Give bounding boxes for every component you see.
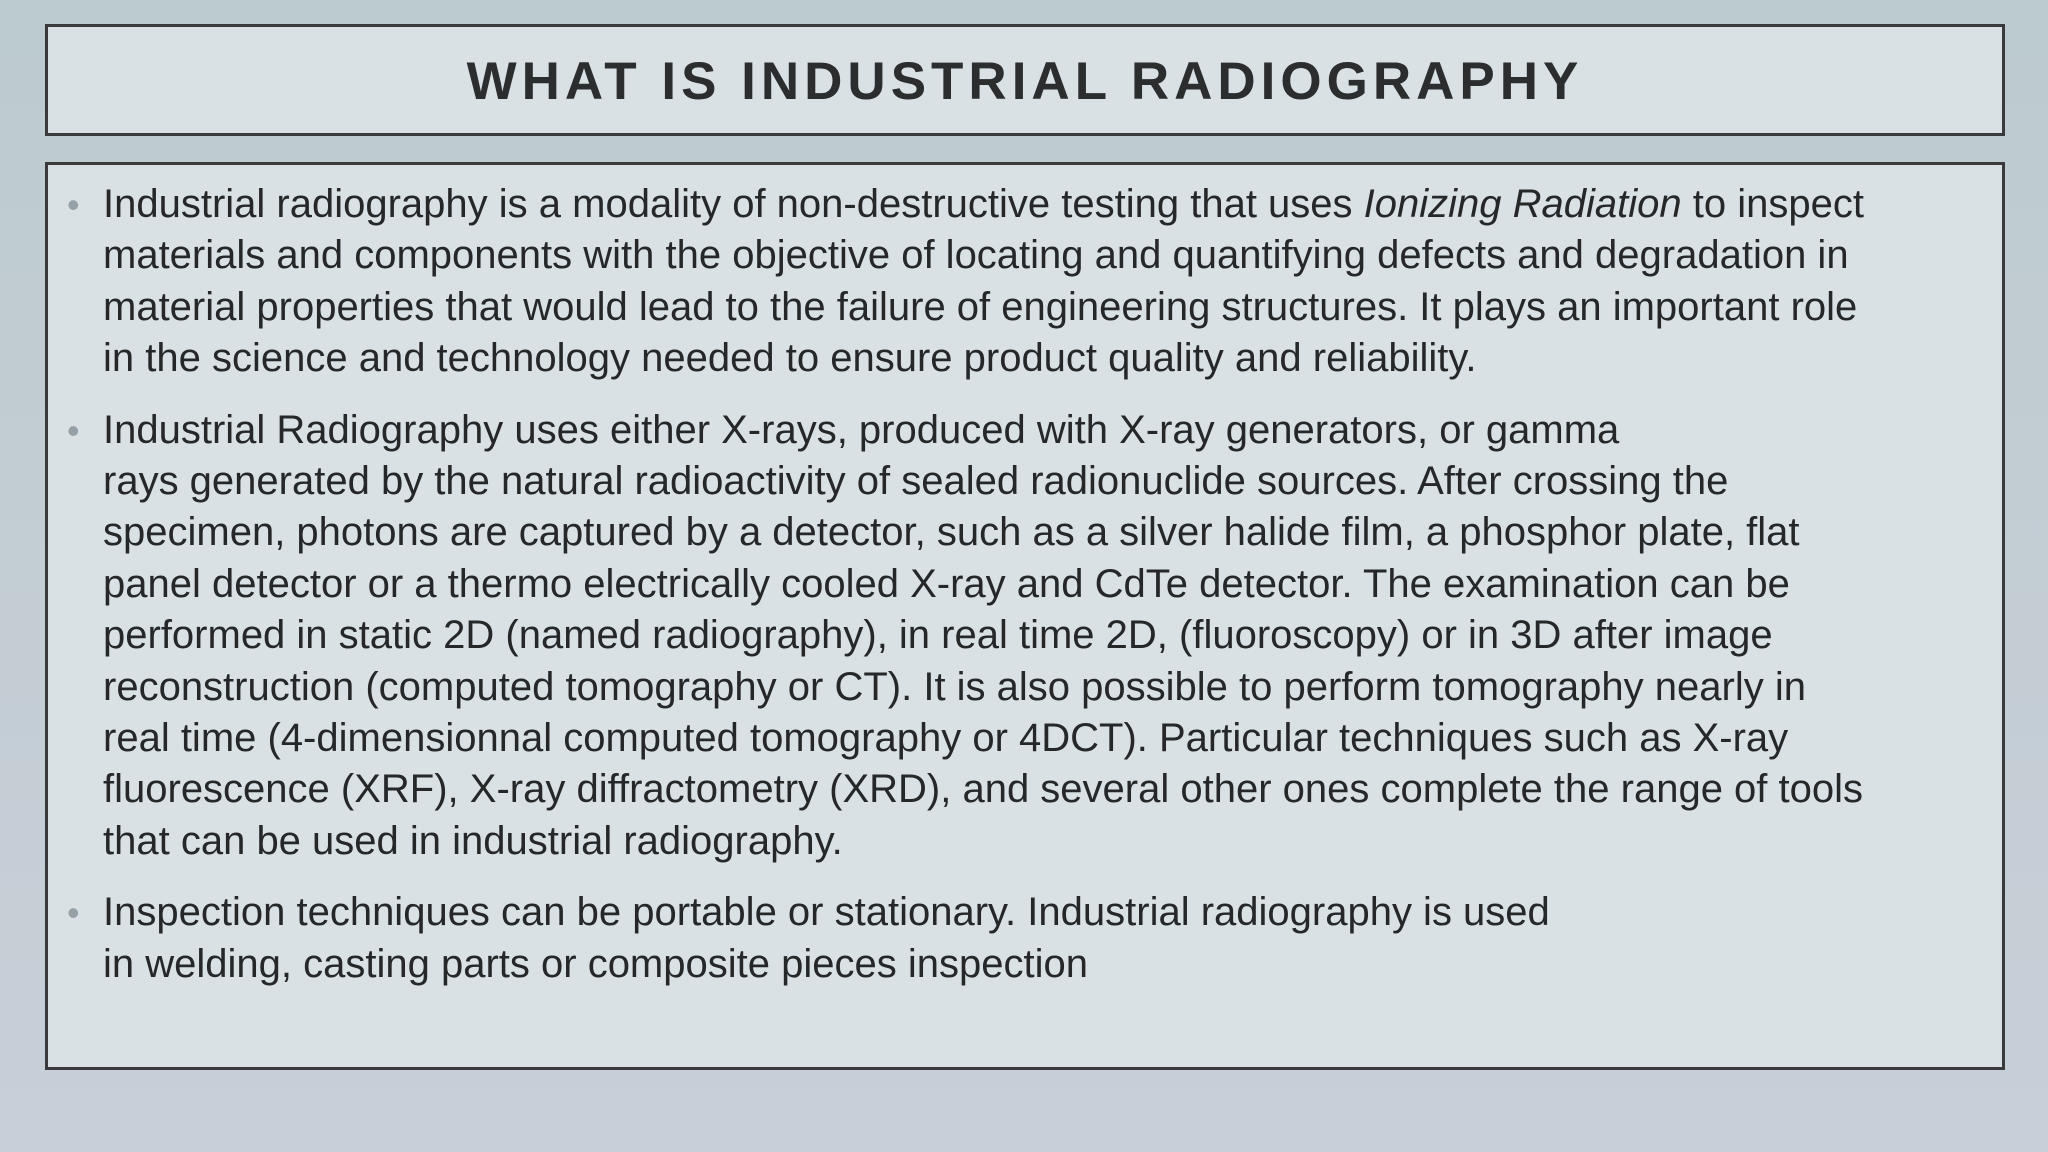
bullet-item-3 xyxy=(67,887,1978,990)
bullet-2-line-5: performed in static 2D (named radiography), in real time 2D, (fluoroscopy) or in 3D after image xyxy=(103,613,1773,658)
content-box xyxy=(45,162,2005,1070)
bullet-3-line-2: in welding, casting parts or composite pieces inspection xyxy=(103,941,1088,986)
bullet-list xyxy=(67,179,1978,990)
bullet-1-line-1: Industrial radiography is a modality of non-destructive testing that uses Ionizing Radiation to inspect xyxy=(103,182,1864,226)
bullet-2-line-7: real time (4-dimensionnal computed tomography or 4DCT). Particular techniques such as X-ray xyxy=(103,716,1789,761)
bullet-2-line-2: rays generated by the natural radioactivity of sealed radionuclide sources. After crossing the xyxy=(103,459,1729,504)
bullet-2-line-9: that can be used in industrial radiography. xyxy=(103,818,843,863)
bullet-dot: • xyxy=(67,892,80,934)
bullet-1-line-2: materials and components with the objective of locating and quantifying defects and degradation in xyxy=(103,233,1849,278)
bullet-item-1 xyxy=(67,179,1978,385)
bullet-1-line-3: material properties that would lead to the failure of engineering structures. It plays an important role xyxy=(103,284,1858,329)
bullet-2-line-3: specimen, photons are captured by a detector, such as a silver halide film, a phosphor plate, flat xyxy=(103,510,1800,555)
bullet-2-line-4: panel detector or a thermo electrically cooled X-ray and CdTe detector. The examination can be xyxy=(103,561,1790,606)
bullet-3-line-1: Inspection techniques can be portable or stationary. Industrial radiography is used xyxy=(103,890,1550,935)
bullet-1-line-4: in the science and technology needed to ensure product quality and reliability. xyxy=(103,336,1477,381)
title-box xyxy=(45,24,2005,136)
ionizing-radiation-emphasis: Ionizing Radiation xyxy=(1363,182,1682,226)
bullet-2-line-8: fluorescence (XRF), X-ray diffractometry (XRD), and several other ones complete the range of tools xyxy=(103,767,1864,812)
bullet-dot: • xyxy=(67,409,80,451)
bullet-2-line-1: Industrial Radiography uses either X-rays, produced with X-ray generators, or gamma xyxy=(103,407,1620,452)
bullet-dot: • xyxy=(67,184,80,225)
bullet-2-line-6: reconstruction (computed tomography or CT). It is also possible to perform tomography nearly in xyxy=(103,664,1806,709)
slide-title: WHAT IS INDUSTRIAL RADIOGRAPHY xyxy=(466,51,1584,111)
bullet-item-2 xyxy=(67,405,1978,868)
